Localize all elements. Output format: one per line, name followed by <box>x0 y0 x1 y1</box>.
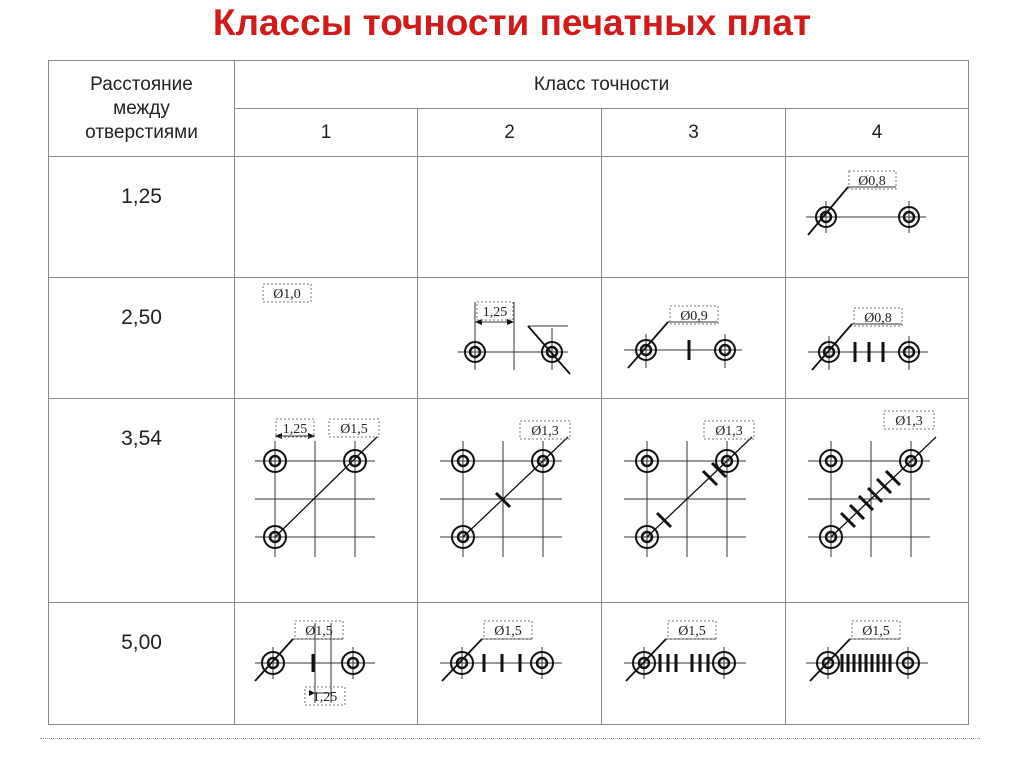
pad-drawing <box>235 399 418 602</box>
pad-drawing <box>235 278 418 398</box>
pitch-label: 1,25 <box>482 305 508 320</box>
class-header-3: 3 <box>602 109 786 157</box>
class-header-1: 1 <box>235 109 418 157</box>
drawing-cell <box>418 603 602 725</box>
drawing-cell <box>235 399 418 603</box>
drawing-cell <box>786 157 969 278</box>
diameter-label: Ø1,3 <box>531 424 559 439</box>
pitch-label: 1,25 <box>282 422 308 437</box>
table-row <box>49 157 969 278</box>
pad-drawing <box>602 278 786 398</box>
diameter-label: Ø1,5 <box>678 624 706 639</box>
pad-drawing <box>235 603 418 724</box>
pad-drawing <box>786 278 969 398</box>
drawing-cell <box>602 603 786 725</box>
table-row <box>49 399 969 603</box>
table-row <box>49 278 969 399</box>
pad-drawing <box>786 399 969 602</box>
distance-cell: 5,00 <box>49 603 235 725</box>
drawing-cell <box>418 399 602 603</box>
diameter-label: Ø0,8 <box>864 311 892 326</box>
pad-drawing <box>786 603 969 724</box>
accuracy-classes-table <box>48 60 969 725</box>
drawing-cell <box>418 278 602 399</box>
page-title: Классы точности печатных плат <box>212 2 812 43</box>
pad-drawing <box>602 399 786 602</box>
drawing-cell <box>235 278 418 399</box>
pad-drawing <box>786 157 969 277</box>
table-row <box>49 603 969 725</box>
pad-drawing <box>418 399 602 602</box>
distance-cell: 1,25 <box>49 157 235 278</box>
diameter-label: Ø1,5 <box>862 624 890 639</box>
pitch-label: 1,25 <box>312 690 338 705</box>
drawing-cell-empty <box>418 157 602 278</box>
pad-drawing <box>602 603 786 724</box>
drawing-cell-empty <box>235 157 418 278</box>
diameter-label: Ø1,5 <box>340 422 368 437</box>
pad-drawing <box>418 603 602 724</box>
drawing-cell <box>235 603 418 725</box>
drawing-cell <box>602 278 786 399</box>
diameter-label: Ø0,8 <box>858 174 886 189</box>
bottom-divider <box>40 738 980 739</box>
drawing-cell <box>786 399 969 603</box>
pad-drawing <box>418 278 602 398</box>
group-header: Класс точности <box>235 61 969 109</box>
diameter-label: Ø1,5 <box>494 624 522 639</box>
drawing-cell <box>602 399 786 603</box>
row-header-label: Расстояние между отверстиями <box>85 73 198 143</box>
distance-cell: 2,50 <box>49 278 235 399</box>
diameter-label: Ø1,3 <box>895 414 923 429</box>
diameter-label: Ø1,3 <box>715 424 743 439</box>
row-header-cell <box>49 61 235 157</box>
drawing-cell <box>786 603 969 725</box>
diameter-label: Ø1,0 <box>273 287 301 302</box>
distance-cell: 3,54 <box>49 399 235 603</box>
diameter-label: Ø1,5 <box>305 624 333 639</box>
drawing-cell <box>786 278 969 399</box>
class-header-2: 2 <box>418 109 602 157</box>
class-header-4: 4 <box>786 109 969 157</box>
drawing-cell-empty <box>602 157 786 278</box>
diameter-label: Ø0,9 <box>680 309 708 324</box>
